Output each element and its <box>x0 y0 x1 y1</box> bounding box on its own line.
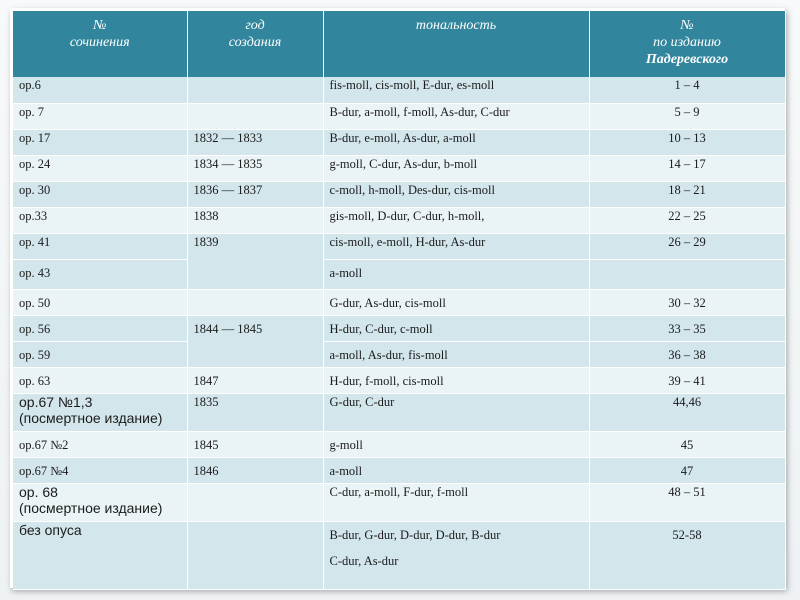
year-cell <box>187 77 323 103</box>
year-cell <box>187 483 323 521</box>
header-keys: тональность <box>323 11 589 77</box>
number-cell: 10 – 13 <box>589 129 785 155</box>
number-cell: 26 – 29 <box>589 233 785 259</box>
opus-cell: op. 59 <box>13 341 187 367</box>
keys-cell: B-dur, a-moll, f-moll, As-dur, C-dur <box>323 103 589 129</box>
opus-cell: op. 43 <box>13 259 187 289</box>
opus-cell: op. 68 (посмертное издание) <box>13 483 187 521</box>
number-cell: 44,46 <box>589 393 785 431</box>
number-cell: 47 <box>589 457 785 483</box>
keys-cell: g-moll, C-dur, As-dur, b-moll <box>323 155 589 181</box>
year-cell: 1835 <box>187 393 323 431</box>
opus-cell: op. 63 <box>13 367 187 393</box>
table-row <box>13 233 785 259</box>
keys-cell: G-dur, As-dur, cis-moll <box>323 289 589 315</box>
opus-cell: op. 30 <box>13 181 187 207</box>
keys-cell: gis-moll, D-dur, C-dur, h-moll, <box>323 207 589 233</box>
year-cell: 1846 <box>187 457 323 483</box>
table-row <box>13 393 785 431</box>
table-row <box>13 77 785 103</box>
table-row <box>13 129 785 155</box>
keys-cell: B-dur, e-moll, As-dur, a-moll <box>323 129 589 155</box>
number-cell: 33 – 35 <box>589 315 785 341</box>
keys-cell: H-dur, f-moll, cis-moll <box>323 367 589 393</box>
number-cell: 22 – 25 <box>589 207 785 233</box>
number-cell: 39 – 41 <box>589 367 785 393</box>
number-cell: 18 – 21 <box>589 181 785 207</box>
keys-cell: fis-moll, cis-moll, E-dur, es-moll <box>323 77 589 103</box>
year-cell: 1834 — 1835 <box>187 155 323 181</box>
opus-cell: op.6 <box>13 77 187 103</box>
keys-cell: H-dur, C-dur, c-moll <box>323 315 589 341</box>
table-row <box>13 341 785 367</box>
slide <box>10 8 785 588</box>
opus-cell: op. 41 <box>13 233 187 259</box>
header-opus: № сочинения <box>13 11 187 77</box>
opus-cell: op.67 №2 <box>13 431 187 457</box>
opus-cell: op.67 №1,3 (посмертное издание) <box>13 393 187 431</box>
number-cell: 5 – 9 <box>589 103 785 129</box>
header-year: год создания <box>187 11 323 77</box>
opus-cell: op. 17 <box>13 129 187 155</box>
table-row <box>13 155 785 181</box>
number-cell <box>589 259 785 289</box>
keys-cell: a-moll, As-dur, fis-moll <box>323 341 589 367</box>
table-row <box>13 103 785 129</box>
number-cell: 14 – 17 <box>589 155 785 181</box>
keys-cell: C-dur, a-moll, F-dur, f-moll <box>323 483 589 521</box>
number-cell: 45 <box>589 431 785 457</box>
keys-cell: c-moll, h-moll, Des-dur, cis-moll <box>323 181 589 207</box>
table-row <box>13 367 785 393</box>
year-cell <box>187 103 323 129</box>
keys-cell: cis-moll, e-moll, H-dur, As-dur <box>323 233 589 259</box>
number-cell: 52-58 <box>589 521 785 589</box>
table-row <box>13 483 785 521</box>
year-cell: 1836 — 1837 <box>187 181 323 207</box>
opus-cell: op. 56 <box>13 315 187 341</box>
table-row <box>13 259 785 289</box>
number-cell: 36 – 38 <box>589 341 785 367</box>
table-row <box>13 431 785 457</box>
table-row <box>13 289 785 315</box>
keys-cell: a-moll <box>323 457 589 483</box>
table-row <box>13 457 785 483</box>
year-cell: 1844 — 1845 <box>187 315 323 367</box>
table-row <box>13 207 785 233</box>
table-row <box>13 315 785 341</box>
keys-cell: a-moll <box>323 259 589 289</box>
opus-cell: op. 50 <box>13 289 187 315</box>
year-cell <box>187 521 323 589</box>
table-row <box>13 181 785 207</box>
opus-cell: op.67 №4 <box>13 457 187 483</box>
keys-cell: g-moll <box>323 431 589 457</box>
year-cell: 1847 <box>187 367 323 393</box>
opus-cell: op.33 <box>13 207 187 233</box>
year-cell: 1839 <box>187 233 323 289</box>
number-cell: 30 – 32 <box>589 289 785 315</box>
header-row <box>13 11 785 77</box>
opus-cell: без опуса <box>13 521 187 589</box>
keys-cell: B-dur, G-dur, D-dur, D-dur, B-dur C-dur, As-dur <box>323 521 589 589</box>
year-cell: 1838 <box>187 207 323 233</box>
number-cell: 48 – 51 <box>589 483 785 521</box>
year-cell: 1832 — 1833 <box>187 129 323 155</box>
number-cell: 1 – 4 <box>589 77 785 103</box>
table-row <box>13 521 785 589</box>
header-paderewski-number: № по изданию Падеревского <box>589 11 785 77</box>
opus-cell: op. 7 <box>13 103 187 129</box>
mazurkas-table <box>13 11 786 590</box>
keys-cell: G-dur, C-dur <box>323 393 589 431</box>
opus-cell: op. 24 <box>13 155 187 181</box>
year-cell <box>187 289 323 315</box>
year-cell: 1845 <box>187 431 323 457</box>
